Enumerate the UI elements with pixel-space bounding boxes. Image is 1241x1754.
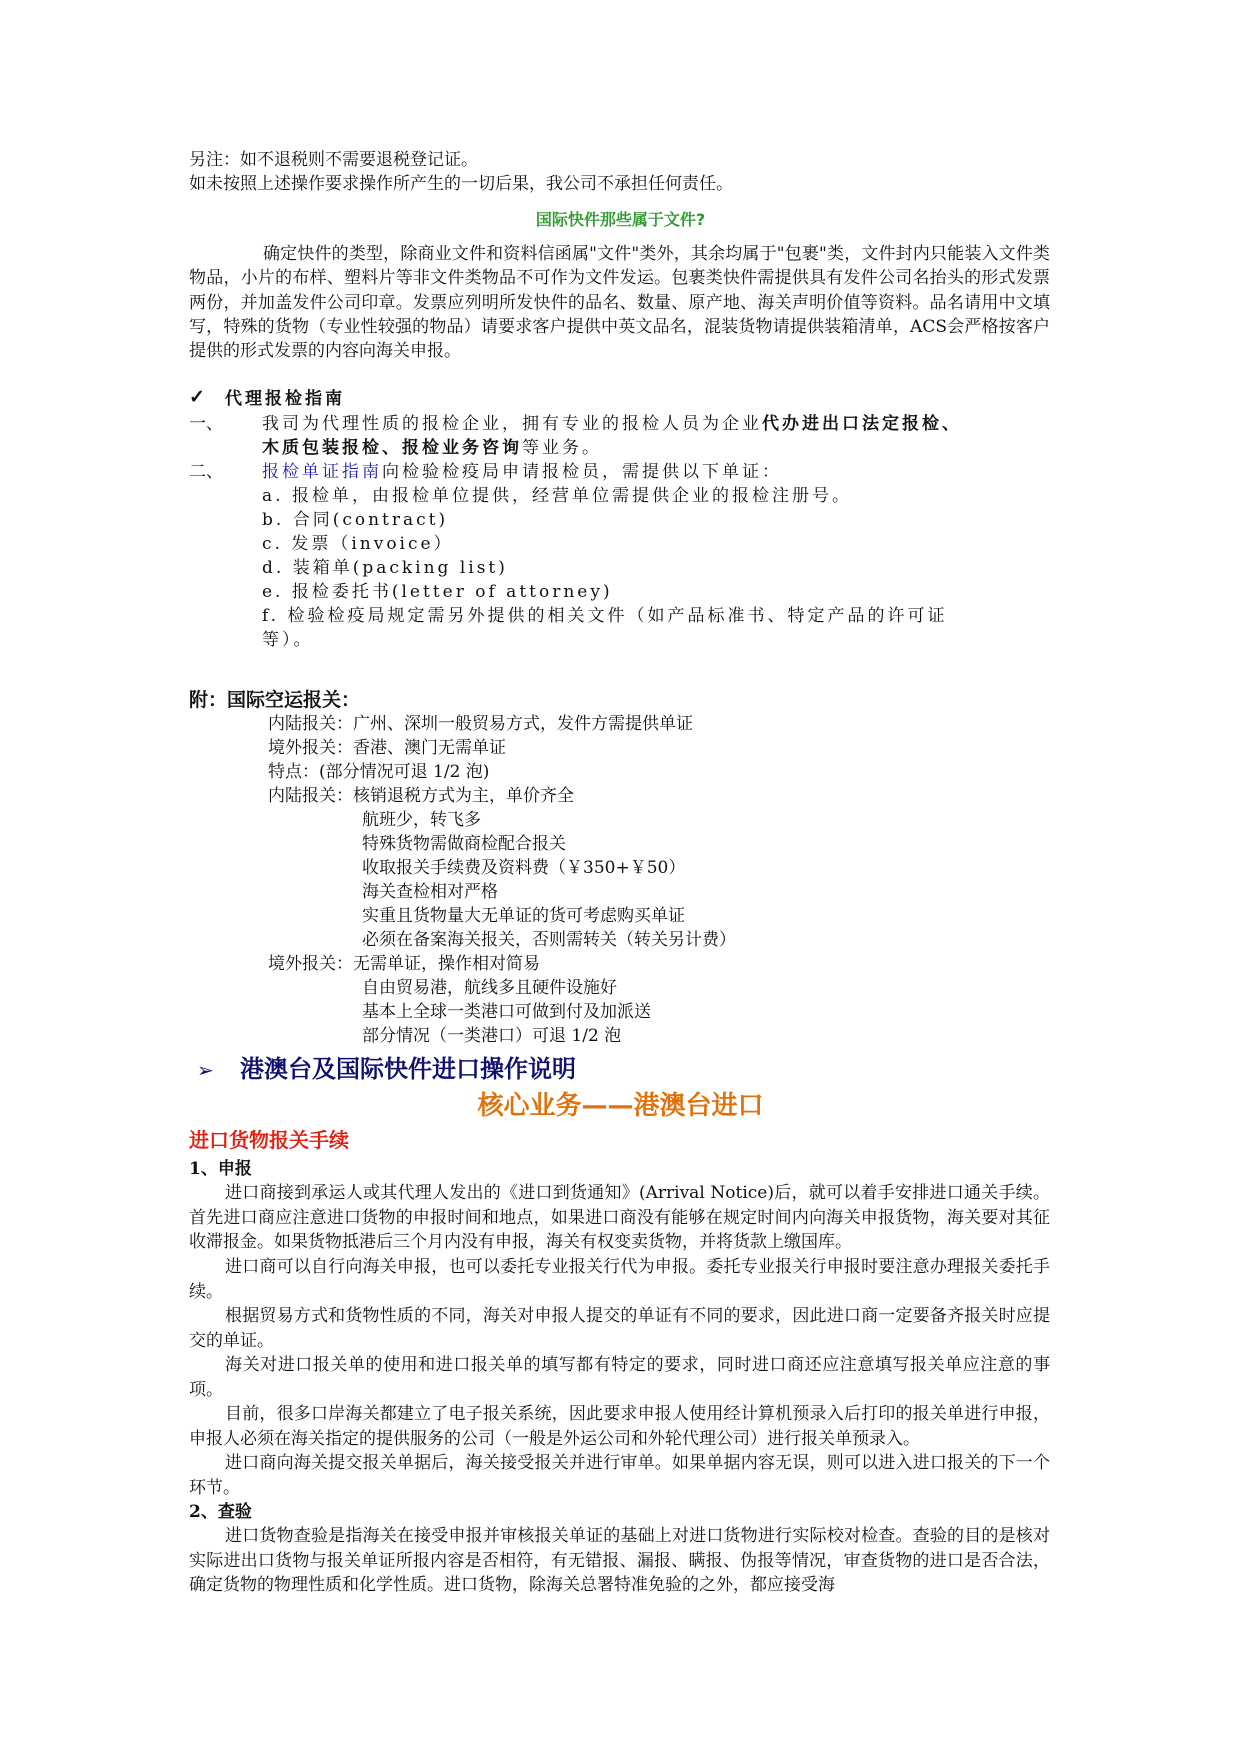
air-row-overseas-features: 境外报关：无需单证，操作相对简易: [268, 954, 540, 974]
paragraph-form-rules: 海关对进口报关单的使用和进口报关单的填写都有特定的要求，同时进口商还应注意填写报关单应注意的事项。: [189, 1355, 1050, 1400]
item-two-line: [262, 460, 782, 484]
item-one-number: 一、: [189, 414, 223, 434]
paragraph-inspection: 进口货物查验是指海关在接受申报并审核报关单证的基础上对进口货物进行实际校对检查。查验的目的是核对实际进出口货物与报关单证所报内容是否相符，有无错报、漏报、瞒报、伪报等情况，审查货物的进口是否合法，确定货物的物理性质和化学性质。进口货物，除海关总署特准免验的之外，都应接受海: [189, 1526, 1050, 1595]
inland-feature-3: 收取报关手续费及资料费（￥350+￥50）: [362, 858, 686, 878]
section-title-documents: 国际快件那些属于文件?: [535, 210, 706, 229]
paragraph-agent: 进口商可以自行向海关申报，也可以委托专业报关行代为申报。委托专业报关行申报时要注意办理报关委托手续。: [189, 1257, 1050, 1302]
item-one-text: 我司为代理性质的报检企业，拥有专业的报检人员为企业: [262, 414, 762, 434]
paragraph-electronic: 目前，很多口岸海关都建立了电子报关系统，因此要求申报人使用经计算机预录入后打印的报关单进行申报，申报人必须在海关指定的提供服务的公司（一般是外运公司和外轮代理公司）进行报关单预录入。: [189, 1404, 1050, 1449]
inspection-guide-title: 代理报检指南: [225, 389, 345, 409]
air-row-inland: 内陆报关：广州、深圳一般贸易方式，发件方需提供单证: [268, 714, 693, 734]
sub-item-e: e. 报检委托书(letter of attorney): [262, 582, 613, 602]
step-inspection: 2、查验: [189, 1502, 252, 1522]
paragraph-review: 进口商向海关提交报关单据后，海关接受报关并进行审单。如果单据内容无误，则可以进入进口报关的下一个环节。: [189, 1453, 1050, 1498]
inland-feature-6: 必须在备案海关报关，否则需转关（转关另计费）: [362, 930, 736, 950]
inland-feature-5: 实重且货物量大无单证的货可考虑购买单证: [362, 906, 685, 926]
sub-item-c: c. 发票（invoice）: [262, 534, 454, 554]
step-declaration: 1、申报: [189, 1159, 252, 1179]
air-row-inland-features: 内陆报关：核销退税方式为主，单价齐全: [268, 786, 574, 806]
item-one-services-cont: 木质包装报检、报检业务咨询: [262, 438, 522, 458]
documents-paragraph: 确定快件的类型，除商业文件和资料信函属"文件"类外，其余均属于"包裹"类，文件封内只能装入文件类物品，小片的布样、塑料片等非文件类物品不可作为文件发运。包裹类快件需提供具有发件公司名抬头的形式发票两份，并加盖发件公司印章。发票应列明所发快件的品名、数量、原产地、海关声明价值等资料。品名请用中文填写，特殊的货物（专业性较强的物品）请要求客户提供中英文品名，混装货物请提供装箱清单，ACS会严格按客户提供的形式发票的内容向海关申报。: [189, 244, 1050, 362]
item-one-line2: [262, 436, 602, 460]
sub-item-b: b. 合同(contract): [262, 510, 449, 530]
inland-feature-4: 海关查检相对严格: [362, 882, 498, 902]
inland-feature-1: 航班少，转飞多: [362, 810, 481, 830]
air-row-overseas: 境外报关：香港、澳门无需单证: [268, 738, 506, 758]
sub-item-d: d. 装箱单(packing list): [262, 558, 508, 578]
import-heading: 港澳台及国际快件进口操作说明: [240, 1055, 576, 1083]
inspection-docs-guide-link[interactable]: 报检单证指南: [262, 462, 382, 482]
sub-item-a: a. 报检单，由报检单位提供，经营单位需提供企业的报检注册号。: [262, 486, 852, 506]
sub-item-f-cont: 等）。: [262, 630, 314, 650]
overseas-feature-2: 基本上全球一类港口可做到付及加派送: [362, 1002, 651, 1022]
sub-item-f: f. 检验检疫局规定需另外提供的相关文件（如产品标准书、特定产品的许可证: [262, 606, 948, 626]
item-one-tail: 等业务。: [522, 438, 602, 458]
arrow-right-icon: ➢: [197, 1058, 214, 1082]
item-one-line1: [262, 412, 962, 436]
item-two-text: 向检验检疫局申请报检员，需提供以下单证：: [382, 462, 782, 482]
check-icon: ✓: [189, 386, 205, 408]
paragraph-documents: 根据贸易方式和货物性质的不同，海关对申报人提交的单证有不同的要求，因此进口商一定要备齐报关时应提交的单证。: [189, 1306, 1050, 1351]
overseas-feature-3: 部分情况（一类港口）可退 1/2 泡: [362, 1026, 622, 1046]
paragraph-declaration: 进口商接到承运人或其代理人发出的《进口到货通知》(Arrival Notice)后，就可以着手安排进口通关手续。首先进口商应注意进口货物的申报时间和地点，如果进口商没有能够在规定时间内向海关申报货物，海关要对其征收滞报金。如果货物抵港后三个月内没有申报，海关有权变卖货物，并将货款上缴国库。: [189, 1183, 1050, 1252]
item-one-services: 代办进出口法定报检、: [762, 414, 962, 434]
note-liability: 如未按照上述操作要求操作所产生的一切后果，我公司不承担任何责任。: [189, 174, 733, 194]
note-no-refund: 另注：如不退税则不需要退税登记证。: [189, 150, 478, 170]
core-business-title: 核心业务——港澳台进口: [477, 1091, 764, 1121]
air-customs-title: 附：国际空运报关：: [189, 689, 361, 711]
inland-feature-2: 特殊货物需做商检配合报关: [362, 834, 566, 854]
overseas-feature-1: 自由贸易港，航线多且硬件设施好: [362, 978, 617, 998]
air-row-features: 特点：(部分情况可退 1/2 泡): [268, 762, 490, 782]
item-two-number: 二、: [189, 462, 223, 482]
import-procedures-title: 进口货物报关手续: [189, 1128, 349, 1152]
